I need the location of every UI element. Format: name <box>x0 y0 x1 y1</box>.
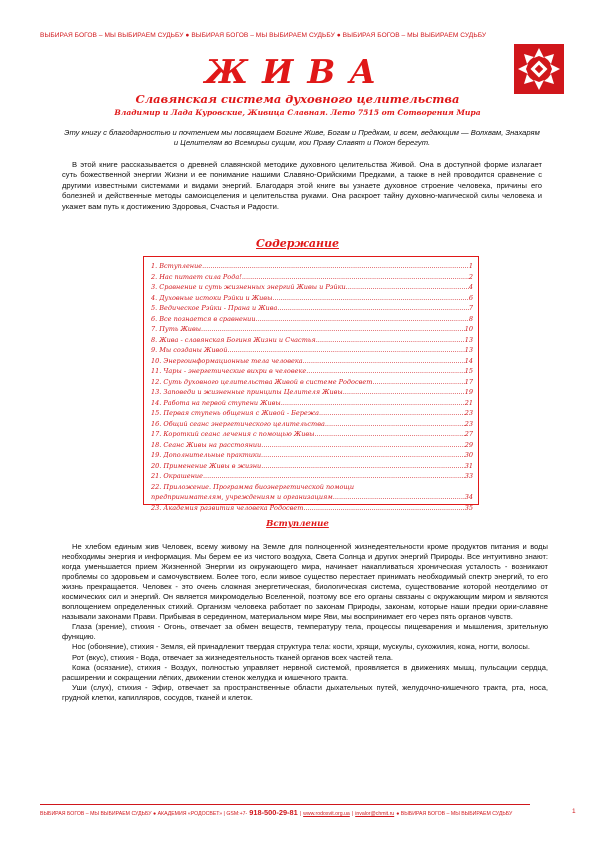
toc-item-page: 8 <box>468 314 473 323</box>
toc-item-page: 23 <box>464 409 473 417</box>
toc-item-page: 33 <box>464 472 473 480</box>
toc-item-title: 19. Дополнительные практики <box>151 451 262 459</box>
footer-phone: 918-500-29-81 <box>249 808 298 817</box>
toc-heading: Содержание <box>256 237 339 250</box>
toc-item-title: 15. Первая ступень общения с Живой - Бережа <box>151 409 319 417</box>
table-of-contents <box>143 256 479 512</box>
section-heading: Вступление <box>266 519 329 529</box>
toc-dot-leader <box>343 387 465 398</box>
toc-item-page: 17 <box>464 377 473 386</box>
toc-item-title: 18. Сеанс Живы на расстоянии <box>151 440 262 449</box>
toc-item-page: 13 <box>464 346 473 354</box>
toc-dot-leader <box>325 419 465 430</box>
toc-item-title: 8. Жива - славянская Богиня Жизни и Счастья <box>151 335 316 344</box>
toc-item-page: 6 <box>468 293 473 302</box>
toc-item-page: 29 <box>464 440 473 449</box>
toc-item-title: 10. Энергоинформационные тела человека <box>151 356 303 365</box>
toc-dot-leader <box>303 503 464 514</box>
toc-item-title: 16. Общий сеанс энергетического целительства <box>151 419 325 428</box>
toc-item-page: 15 <box>464 367 473 375</box>
toc-item[interactable] <box>151 492 473 503</box>
toc-dot-leader <box>372 377 464 388</box>
toc-dot-leader <box>242 272 469 283</box>
toc-item-title: 20. Применение Живы в жизни <box>151 461 262 470</box>
book-authors: Владимир и Лада Куровские, Живица Славная. Лето 7515 от Сотворения Мира <box>114 108 481 117</box>
toc-item[interactable] <box>151 440 473 451</box>
footer-separator: | <box>351 811 354 817</box>
section-body <box>62 542 548 703</box>
toc-item-page: 21 <box>464 398 473 407</box>
toc-item-page: 30 <box>464 451 473 459</box>
toc-item-page: 2 <box>468 272 473 281</box>
toc-item-page: 35 <box>464 503 473 512</box>
toc-dot-leader <box>201 324 465 335</box>
toc-dot-leader <box>202 261 469 272</box>
toc-item-title: 21. Окрашение <box>151 472 203 480</box>
body-paragraph: Рот (вкус), стихия - Вода, отвечает за жизнедеятельность тканей органов всех частей тела. <box>72 652 393 662</box>
toc-item[interactable] <box>151 345 473 356</box>
top-banner: ВЫБИРАЯ БОГОВ – МЫ ВЫБИРАЕМ СУДЬБУ ● ВЫБИРАЯ БОГОВ – МЫ ВЫБИРАЕМ СУДЬБУ ● ВЫБИРАЯ БОГОВ – МЫ ВЫБИРАЕМ СУДЬБУ <box>40 32 487 39</box>
body-paragraph: Глаза (зрение), стихия - Огонь, отвечает за обмен веществ, температуру тела, процессы пищеварения и мышления, зрительную функцию. <box>62 622 548 642</box>
toc-item-page: 23 <box>464 419 473 428</box>
toc-item-title: 5. Ведическое Рэйки - Прана и Жива <box>151 304 278 312</box>
toc-item[interactable] <box>151 261 473 272</box>
toc-item-title: 17. Короткий сеанс лечения с помощью Живы <box>151 430 315 438</box>
toc-item-page: 1 <box>468 262 473 270</box>
toc-item-page: 31 <box>464 461 473 470</box>
body-paragraph: Нос (обоняние), стихия - Земля, ей принадлежит твердая структура тела: кости, хрящи, мускулы, сухожилия, кожа, ногти, волосы. <box>72 642 530 652</box>
footer-separator: | <box>299 811 302 817</box>
toc-item-page: 4 <box>468 283 473 291</box>
toc-item[interactable] <box>151 335 473 346</box>
toc-dot-leader <box>303 356 465 367</box>
page-number: 1 <box>572 808 576 815</box>
toc-item[interactable] <box>151 461 473 472</box>
toc-item-title: 23. Академия развития человека Родосвет <box>151 503 304 512</box>
toc-item-title: 11. Чары - энергетические вихри в человеке <box>151 367 307 375</box>
toc-item[interactable] <box>151 450 473 461</box>
toc-item[interactable] <box>151 419 473 430</box>
toc-item-page: 10 <box>464 325 473 333</box>
toc-dot-leader <box>261 450 465 461</box>
book-subtitle: Славянская система духовного целительства <box>135 92 460 106</box>
toc-item-page: 19 <box>464 388 473 396</box>
toc-dot-leader <box>277 303 468 314</box>
footer-right-text: ● ВЫБИРАЯ БОГОВ – МЫ ВЫБИРАЕМ СУДЬБУ <box>396 811 513 817</box>
body-paragraph: Не хлебом единым жив Человек, всему живому на Земле для полноценной жизнедеятельности кроме продуктов питания и воды необходимы энергия и информация. Мы берем ее из чистого воздуха, Света Солнца и других энергий Природы. Все интуитивно знают: когда уменьшается прием Жизненной Энергии из окружающего мира, начинает накапливаться хроническая усталость - возникают проблемы со здоровьем и самочувствием. Более того, если живое существо перестает принимать необходимый спектр энергий, то его жизнь прекращается. Человек - это очень сложная энергетическая, биологическая система, существование которой неотделимо от космических сил и энергий. Он является микромоделью Вселенной, поэтому все его органы связаны с окружающим миром и являются воплощением определенных стихий. Организм человека работает по законам Природы, законам, которые наши предки ории-славяне называли законами Прави. Прибывая в серединном, материальном мире Яви, мы воспринимает его через пять органов чувств. <box>62 542 548 622</box>
dedication-text: Эту книгу с благодарностью и почтением мы посвящаем Богине Живе, Богам и Предкам, и всем, ведающим — Волхвам, Знахарям и Целителям во Всемирьи сущим, кои Праву Славят и Покон берегут. <box>64 128 540 148</box>
toc-item-page: 13 <box>464 335 473 344</box>
toc-item-page: 27 <box>464 430 473 438</box>
toc-item[interactable] <box>151 272 473 283</box>
toc-item[interactable] <box>151 282 473 293</box>
footer-divider <box>40 804 530 805</box>
toc-item-title: 6. Все познается в сравнении <box>151 314 256 323</box>
toc-item[interactable] <box>151 303 473 314</box>
toc-item-title: 7. Путь Живы <box>151 325 202 333</box>
toc-item[interactable] <box>151 387 473 398</box>
toc-item-title: 14. Работа на первой ступени Живы <box>151 398 281 407</box>
toc-dot-leader <box>256 314 469 325</box>
toc-item-title: 4. Духовные истоки Рэйки и Живы <box>151 293 273 302</box>
toc-item-title: 9. Мы созданы Живой <box>151 346 228 354</box>
toc-item[interactable] <box>151 482 473 493</box>
book-title: ЖИВА <box>204 52 391 91</box>
toc-item[interactable] <box>151 429 473 440</box>
toc-item[interactable] <box>151 471 473 482</box>
toc-dot-leader <box>314 429 464 440</box>
toc-item[interactable] <box>151 398 473 409</box>
toc-item[interactable] <box>151 314 473 325</box>
toc-dot-leader <box>261 440 464 451</box>
footer <box>40 808 580 817</box>
toc-item[interactable] <box>151 377 473 388</box>
toc-item[interactable] <box>151 503 473 514</box>
toc-item-title: 13. Заповеди и жизненные принципы Целителя Живы <box>151 388 343 396</box>
intro-paragraph: В этой книге рассказывается о древней славянской методике духовного целительства Живой. Она в доступной форме излагает суть божественной энергии Жизни и ее понимание нашими Славяно-Орийскими Предками, а также в ней проводится сравнение с другими известными системами и видами энергий. Благодаря этой книге вы узнаете духовное строение человека, причины его болезней и действенные методы самоисцеления и целительства руками. Она раскроет тайну духовно-магической силы человека и укажет вам путь к достижению Здоровья, Счастья и Радости. <box>62 160 542 211</box>
toc-dot-leader <box>316 335 465 346</box>
toc-item[interactable] <box>151 324 473 335</box>
toc-item-title: 3. Сравнение и суть жизненных энергий Живы и Рэйки <box>151 283 346 291</box>
toc-item-title: 22. Приложение. Программа биоэнергетической помощи <box>151 482 355 491</box>
footer-website-link[interactable]: www.rodosvit.org.ua <box>303 811 350 817</box>
toc-dot-leader <box>346 282 469 293</box>
toc-item-title: предпринимателям, учреждениям и организациям <box>151 493 333 501</box>
toc-item[interactable] <box>151 408 473 419</box>
toc-item[interactable] <box>151 366 473 377</box>
toc-item-page: 14 <box>464 356 473 365</box>
toc-dot-leader <box>319 408 465 419</box>
toc-dot-leader <box>281 398 465 409</box>
toc-item-page: 7 <box>468 304 473 312</box>
toc-item-page: 34 <box>464 493 473 501</box>
body-paragraph: Уши (слух), стихия - Эфир, отвечает за пространственные области дыхательных путей, желудочно-кишечного тракта, рта, носа, грудной клетки, капилляров, сосудов, тканей и клеток. <box>62 682 548 702</box>
toc-item[interactable] <box>151 293 473 304</box>
body-paragraph: Кожа (осязание), стихия - Воздух, полностью управляет нервной системой, проявляется в движениях мышц, пульсации сердца, расширении и сокращении лёгких, движении стенок желудка и кишечного тракта. <box>62 662 548 682</box>
toc-dot-leader <box>272 293 468 304</box>
toc-item[interactable] <box>151 356 473 367</box>
toc-item-title: 1. Вступление <box>151 262 203 270</box>
toc-item-title: 12. Суть духовного целительства Живой в системе Родосвет <box>151 377 373 386</box>
toc-item-title: 2. Нас питает сила Рода! <box>151 272 242 281</box>
toc-dot-leader <box>203 471 465 482</box>
footer-left-text: ВЫБИРАЯ БОГОВ – МЫ ВЫБИРАЕМ СУДЬБУ ● АКАДЕМИЯ «РОДОСВЕТ» | GSM:+7- <box>40 811 248 817</box>
toc-dot-leader <box>227 345 464 356</box>
footer-email-link[interactable]: invalor@chmit.ru <box>355 811 395 817</box>
toc-dot-leader <box>306 366 465 377</box>
toc-dot-leader <box>333 492 465 503</box>
toc-dot-leader <box>261 461 464 472</box>
